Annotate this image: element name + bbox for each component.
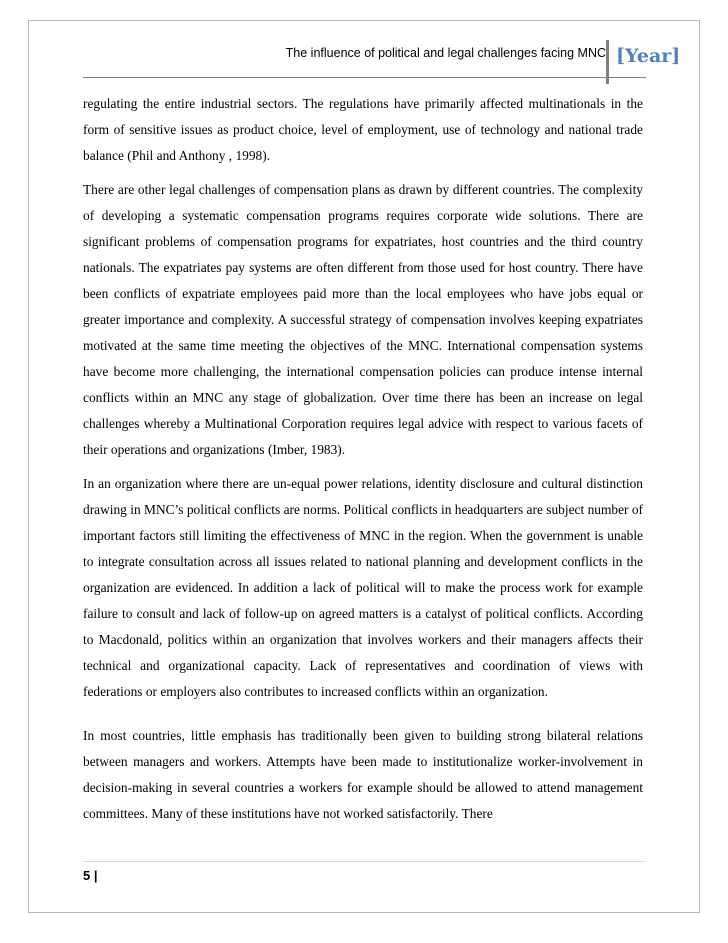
paragraph: regulating the entire industrial sectors. The regulations have primarily affected multinationals in the form of sensitive issues as product choice, level of employment, use of technology and national trade balance (Phil and Anthony , 1998). bbox=[83, 96, 643, 163]
page-header bbox=[0, 0, 728, 80]
page-number: 5 | bbox=[83, 868, 98, 883]
document-body bbox=[83, 91, 643, 835]
header-rule bbox=[83, 77, 646, 78]
paragraph: There are other legal challenges of compensation plans as drawn by different countries. The complexity of developing a systematic compensation programs requires corporate wide solutions. There are significant problems of compensation programs for expatriates, host countries and the third country nationals. The expatriates pay systems are often different from those used for host country. There have been conflicts of expatriate employees paid more than the local employees who have jobs equal or greater importance and complexity. A successful strategy of compensation involves keeping expatriates motivated at the same time meeting the objectives of the MNC. International compensation systems have become more challenging, the international compensation policies can produce intense internal conflicts within an MNC any stage of globalization. Over time there has been an increase on legal challenges whereby a Multinational Corporation requires legal advice with respect to various facets of their operations and organizations (Imber, 1983). bbox=[83, 182, 643, 457]
footer-rule bbox=[83, 861, 646, 862]
paragraph: In most countries, little emphasis has traditionally been given to building strong bilateral relations between managers and workers. Attempts have been made to institutionalize worker-involvement in decision-making in several countries a workers for example should be allowed to attend management committees. Many of these institutions have not worked satisfactorily. There bbox=[83, 728, 643, 821]
paragraph: In an organization where there are un-equal power relations, identity disclosure and cultural distinction drawing in MNC’s political conflicts are norms. Political conflicts in headquarters are subject number of important factors still limiting the effectiveness of MNC in the region. When the government is unable to integrate consultation across all issues related to national planning and development conflicts in the organization are evidenced. In addition a lack of political will to make the process work for example failure to consult and lack of follow-up on agreed matters is a catalyst of political conflicts. According to Macdonald, politics within an organization that involves workers and their managers affects their technical and organizational capacity. Lack of representatives and coordination of views with federations or employers also contributes to increased conflicts within an organization. bbox=[83, 476, 643, 699]
header-year-placeholder[interactable]: [Year] bbox=[616, 45, 681, 67]
header-title: The influence of political and legal challenges facing MNC bbox=[285, 46, 606, 60]
